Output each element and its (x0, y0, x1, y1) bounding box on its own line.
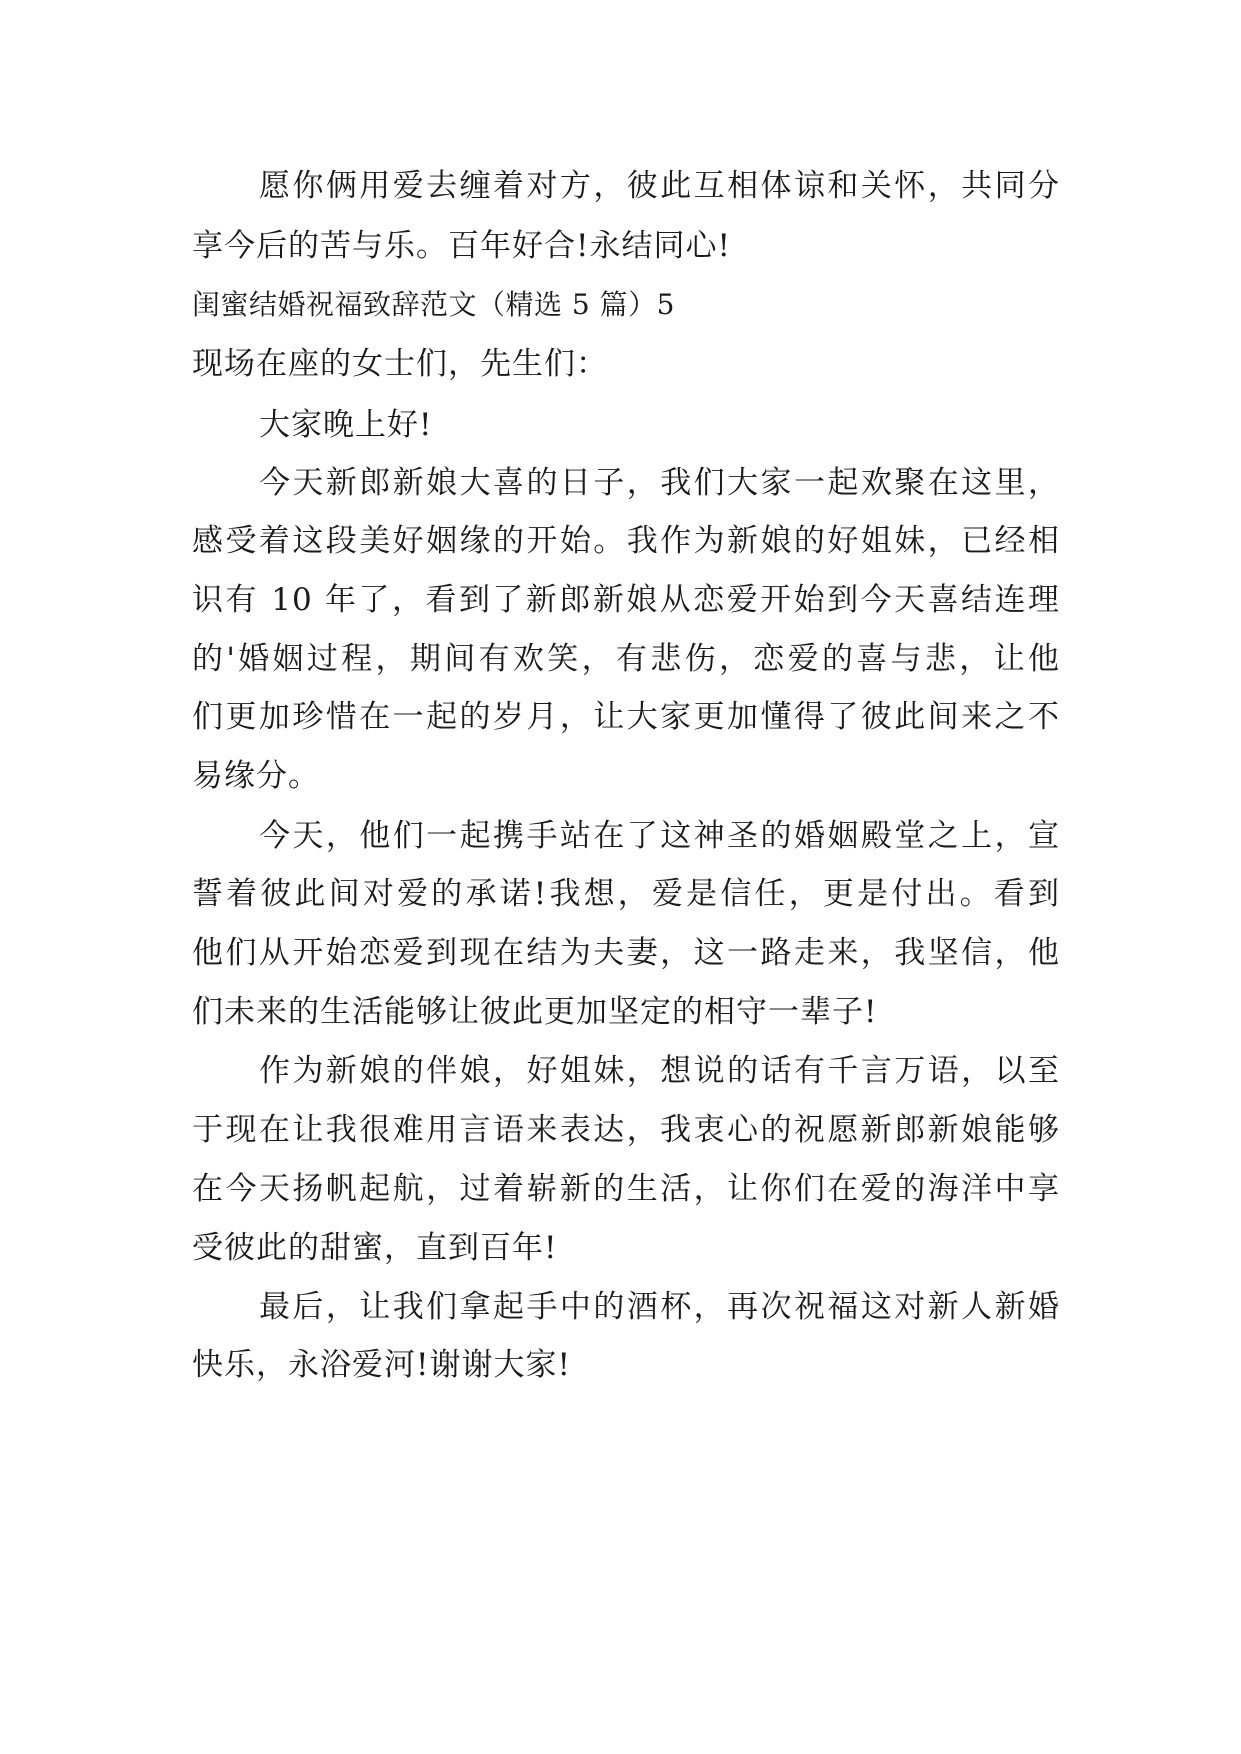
text-line: 愿你俩用爱去缠着对方，彼此互相体谅和关怀，共同分 (259, 168, 1060, 204)
text-line: 的'婚姻过程，期间有欢笑，有悲伤，恋爱的喜与悲，让他 (192, 641, 1060, 677)
text-line: 最后，让我们拿起手中的酒杯，再次祝福这对新人新婚 (259, 1289, 1060, 1325)
text-line: 作为新娘的伴娘，好姐妹，想说的话有千言万语，以至 (259, 1053, 1060, 1089)
text-line: 于现在让我很难用言语来表达，我衷心的祝愿新郎新娘能够 (192, 1112, 1060, 1148)
text-line: 感受着这段美好姻缘的开始。我作为新娘的好姐妹，已经相 (192, 523, 1060, 559)
salutation-line: 现场在座的女士们，先生们： (192, 346, 608, 382)
greeting-line: 大家晚上好! (259, 407, 433, 443)
text-line: 誓着彼此间对爱的承诺!我想，爱是信任，更是付出。看到 (192, 876, 1060, 912)
section-heading: 闺蜜结婚祝福致辞范文（精选 5 篇）5 (192, 288, 675, 321)
text-line: 享今后的苦与乐。百年好合!永结同心! (192, 228, 731, 264)
text-line: 受彼此的甜蜜，直到百年! (192, 1230, 558, 1266)
text-line: 识有 10 年了，看到了新郎新娘从恋爱开始到今天喜结连理 (192, 582, 1060, 618)
text-line: 他们从开始恋爱到现在结为夫妻，这一路走来，我坚信，他 (192, 935, 1060, 971)
text-line: 今天新郎新娘大喜的日子，我们大家一起欢聚在这里， (259, 465, 1060, 501)
text-line: 今天，他们一起携手站在了这神圣的婚姻殿堂之上，宣 (259, 818, 1060, 854)
text-line: 快乐，永浴爱河!谢谢大家! (192, 1347, 571, 1383)
text-line: 易缘分。 (192, 758, 320, 794)
text-line: 们更加珍惜在一起的岁月，让大家更加懂得了彼此间来之不 (192, 699, 1060, 735)
text-line: 在今天扬帆起航，过着崭新的生活，让你们在爱的海洋中享 (192, 1171, 1060, 1207)
text-line: 们未来的生活能够让彼此更加坚定的相守一辈子! (192, 994, 878, 1030)
